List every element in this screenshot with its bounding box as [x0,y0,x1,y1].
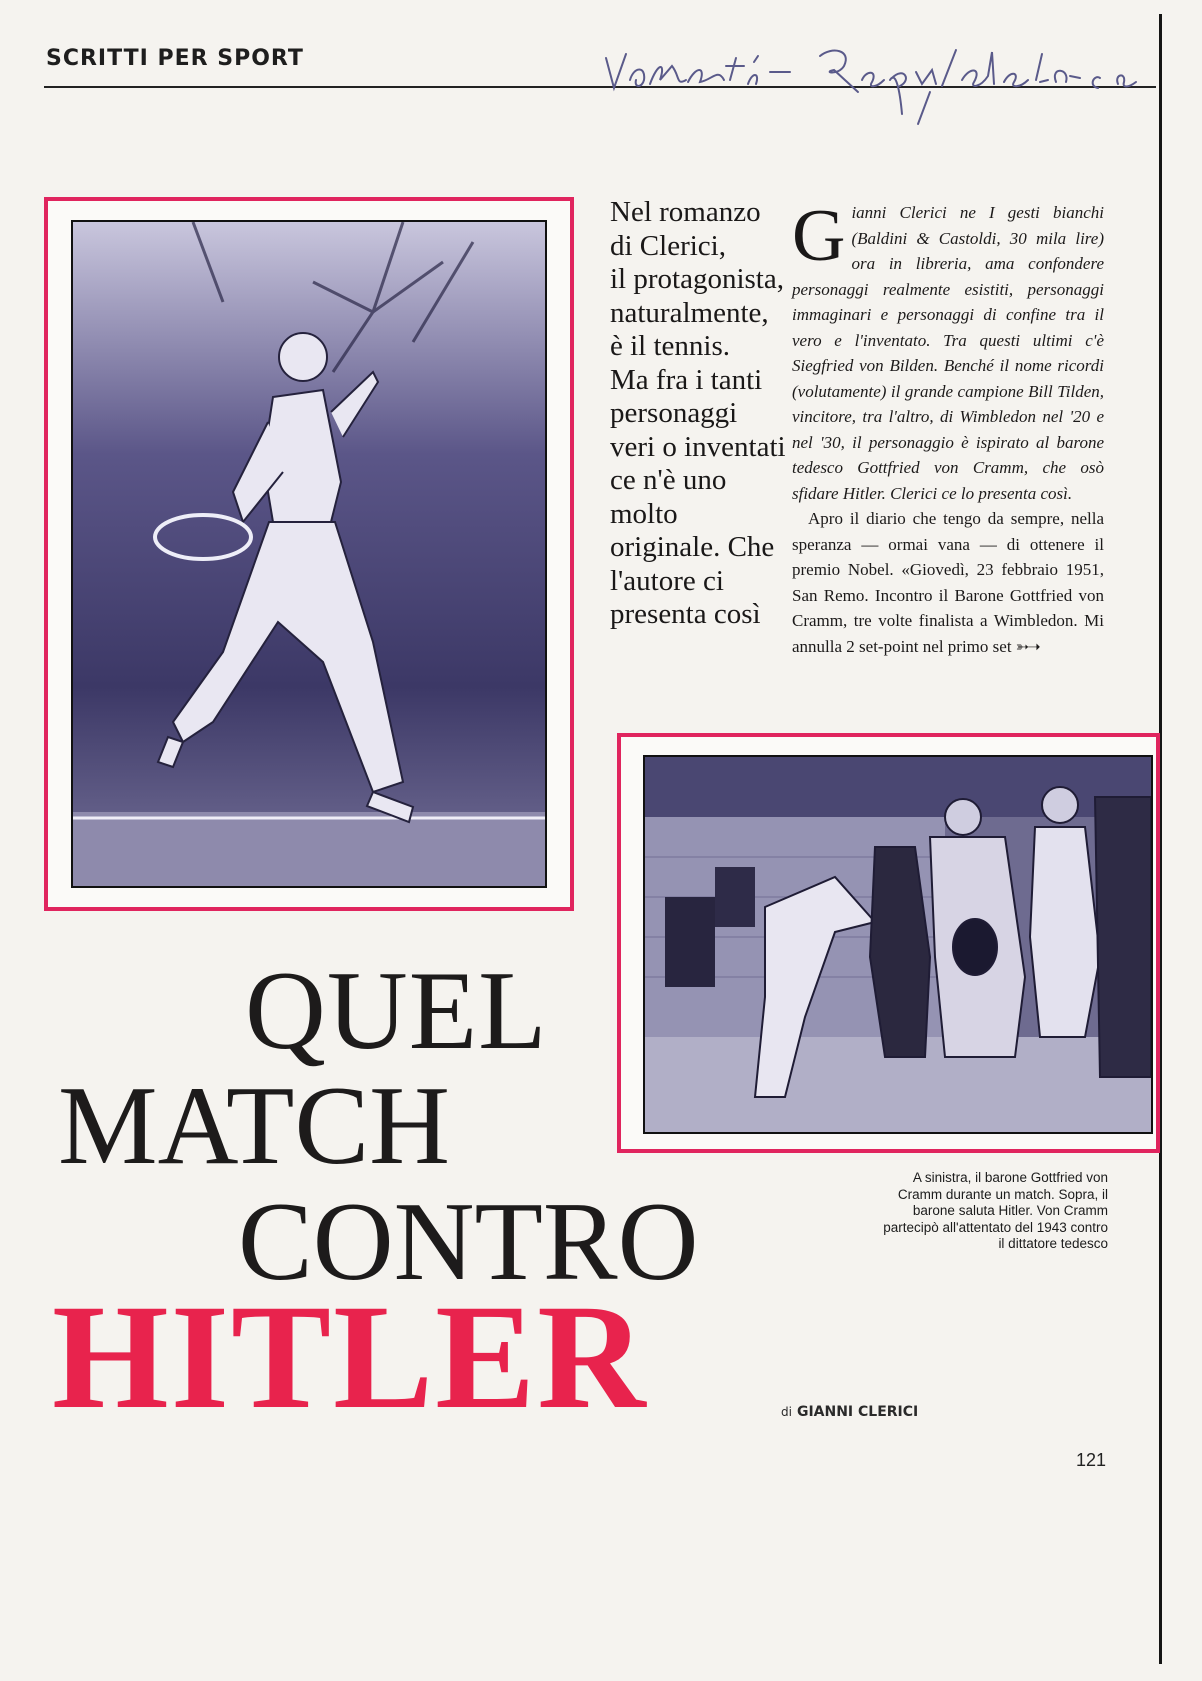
byline-author: GIANNI CLERICI [796,1404,919,1420]
handshake-photo [643,755,1153,1134]
headline-line-3: CONTRO [238,1180,699,1304]
photo-caption: A sinistra, il barone Gottfried von Cramm durante un match. Sopra, il barone saluta Hitler. Von Cramm partecipò all'attentato del 1943 contro il dittatore tedesco [883,1170,1108,1251]
headline-line-2: MATCH [58,1064,451,1188]
intro-text: Nel romanzo di Clerici, il protagonista, naturalmente, è il tennis. Ma fra i tanti personaggi veri o inventati ce n'è uno molto originale. Che l'autore ci presenta così [610,196,786,630]
byline-prefix: di [781,1405,792,1419]
photo-frame-left [44,197,574,911]
article-column [792,195,1104,659]
continue-arrow-icon: ➳➝ [1015,636,1039,656]
drop-cap: G [792,195,846,277]
photo-frame-right [617,733,1160,1153]
page-number: 121 [1076,1450,1107,1470]
tennis-player-photo [71,220,547,888]
handwritten-note [600,36,1160,126]
article-body-text: Apro il diario che tengo da sempre, nella speranza — ormai vana — di ottenere il premio Nobel. «Giovedì, 23 febbraio 1951, San Remo. Incontro il Barone Gottfried von Cramm, tre volte finalista a Wimbledon. Mi annulla 2 set-point nel primo set [792,509,1104,656]
byline [781,1404,918,1420]
headline-line-1: QUEL [245,949,548,1073]
article-lead: ianni Clerici ne I gesti bianchi (Baldini & Castoldi, 30 mila lire) ora in libreria, ama confondere personaggi realmente esistiti, personaggi immaginari e personaggi di confine tra il vero e l'inventato. Tra questi ultimi c'è Siegfried von Bilden. Benché il nome ricordi (volutamente) il grande campione Bill Tilden, vincitore, tra l'altro, di Wimbledon nel '20 e nel '30, il personaggio è ispirato al barone tedesco Gottfried von Cramm, che osò sfidare Hitler. Clerici ce lo presenta così. [792,203,1104,503]
article-body [792,506,1104,659]
headline-line-4: HITLER [52,1274,648,1440]
section-label: SCRITTI PER SPORT [46,46,304,71]
